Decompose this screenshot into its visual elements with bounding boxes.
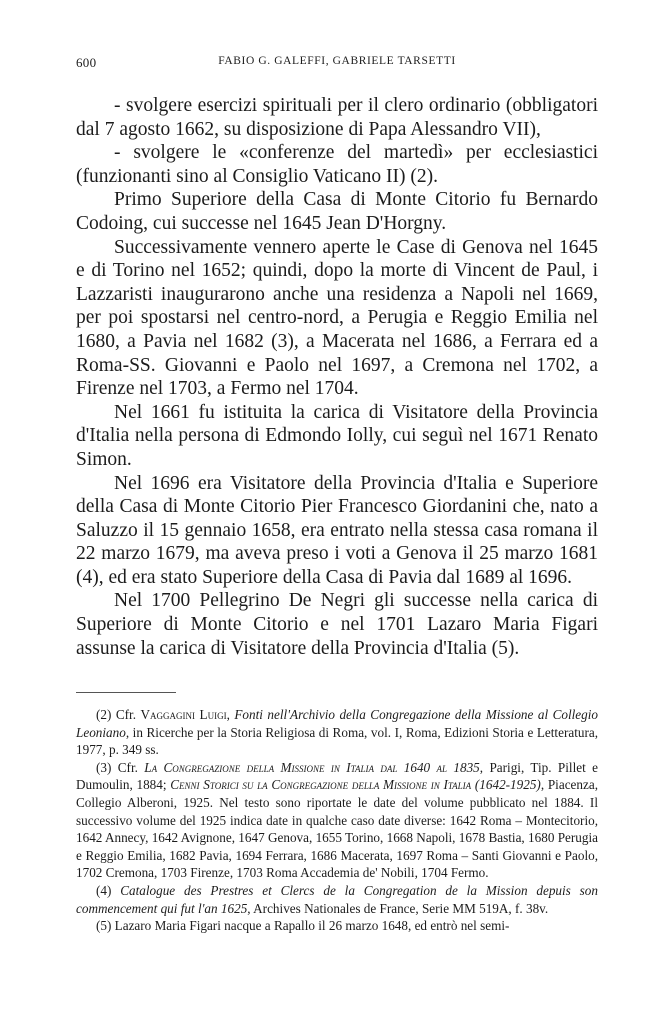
footnote-text: (3) Cfr. — [96, 759, 145, 775]
footnote-text: (4) — [96, 882, 121, 898]
page-number: 600 — [76, 55, 97, 70]
running-header-authors: FABIO G. GALEFFI, GABRIELE TARSETTI — [218, 55, 456, 67]
footnote-text: , Piacenza, Collegio Alberoni, 1925. Nel testo sono riportate le date del volume pubblicato nel 1884. Il successivo volume del 1925 indica date in qualche caso date diverse: 1642 Roma – Montecitorio, 1642 Annecy, 1642 Avignone, 1647 Genova, 1655 Torino, 1668 Napoli, 1678 Bastia, 1680 Perugia e Reggio Emilia, 1682 Pavia, 1694 Ferrara, 1686 Macerata, 1697 Roma – Santi Giovanni e Paolo, 1702 Cremona, 1703 Firenze, 1703 Roma Accademia de' Nobili, 1704 Fermo. — [76, 777, 598, 881]
footnote-separator — [76, 692, 176, 693]
paragraph: Primo Superiore della Casa di Monte Citorio fu Bernardo Codoing, cui successe nel 1645 Jean D'Horgny. — [76, 189, 598, 234]
paragraph: - svolgere le «conferenze del martedì» per ecclesiastici (funzionanti sino al Consiglio Vaticano II) (2). — [76, 142, 598, 187]
footnotes — [76, 706, 598, 935]
running-header — [76, 55, 598, 75]
footnote-title: La Congregazione della Missione in Italia dal 1640 al 1835 — [144, 759, 480, 775]
footnote-3 — [76, 759, 598, 882]
footnote-text: , in Ricerche per la Storia Religiosa di Roma, vol. I, Roma, Edizioni Storia e Letteratura, 1977, p. 349 ss. — [76, 724, 598, 758]
footnote-title: Catalogue des Prestres et Clercs de la Congregation de la Mission depuis son commencement qui fut l'an 1625 — [76, 882, 598, 916]
footnote-title: Cenni Storici su la Congregazione della Missione in Italia (1642-1925) — [170, 777, 541, 793]
footnote-2 — [76, 706, 598, 759]
footnote-4 — [76, 882, 598, 917]
paragraph: - svolgere esercizi spirituali per il clero ordinario (obbligatori dal 7 agosto 1662, su disposizione di Papa Alessandro VII), — [76, 95, 598, 140]
paragraph: Nel 1700 Pellegrino De Negri gli successe nella carica di Superiore di Monte Citorio e nel 1701 Lazaro Maria Figari assunse la carica di Visitatore della Provincia d'Italia (5). — [76, 590, 598, 659]
footnote-title: Fonti nell'Archivio della Congregazione della Missione al Collegio Leoniano — [76, 707, 599, 740]
paragraph: Nel 1661 fu istituita la carica di Visitatore della Provincia d'Italia nella persona di Edmondo Iolly, cui seguì nel 1671 Renato Simon. — [76, 401, 598, 470]
footnote-text: (2) Cfr. — [96, 707, 141, 722]
paragraph: Successivamente vennero aperte le Case di Genova nel 1645 e di Torino nel 1652; quindi, dopo la morte di Vincent de Paul, i Lazzaristi inaugurarono anche una residenza a Napoli nel 1669, per poi spostarsi nel centro-nord, a Perugia e Reggio Emilia nel 1680, a Pavia nel 1682 (3), a Macerata nel 1686, a Ferrara ed a Roma-SS. Giovanni e Paolo nel 1697, a Cremona nel 1702, a Firenze nel 1703, a Fermo nel 1704. — [76, 236, 598, 400]
main-text — [76, 94, 598, 660]
footnote-5: (5) Lazaro Maria Figari nacque a Rapallo il 26 marzo 1648, ed entrò nel semi- — [96, 918, 510, 934]
footnote-author: Vaggagini Luigi — [140, 707, 227, 722]
footnote-text: , Archives Nationales de France, Serie MM 519A, f. 38v. — [247, 900, 549, 916]
footnote-text: , Parigi, Tip. Pillet e Dumoulin, 1884; — [76, 759, 598, 793]
paragraph: Nel 1696 era Visitatore della Provincia d'Italia e Superiore della Casa di Monte Citorio Pier Francesco Giordanini che, nato a Saluzzo il 15 gennaio 1658, era entrato nella stessa casa romana il 22 marzo 1679, ma aveva preso i voti a Genova il 25 marzo 1681 (4), ed era stato Superiore della Casa di Pavia dal 1689 al 1696. — [76, 472, 598, 588]
footnote-text: , — [226, 707, 235, 722]
